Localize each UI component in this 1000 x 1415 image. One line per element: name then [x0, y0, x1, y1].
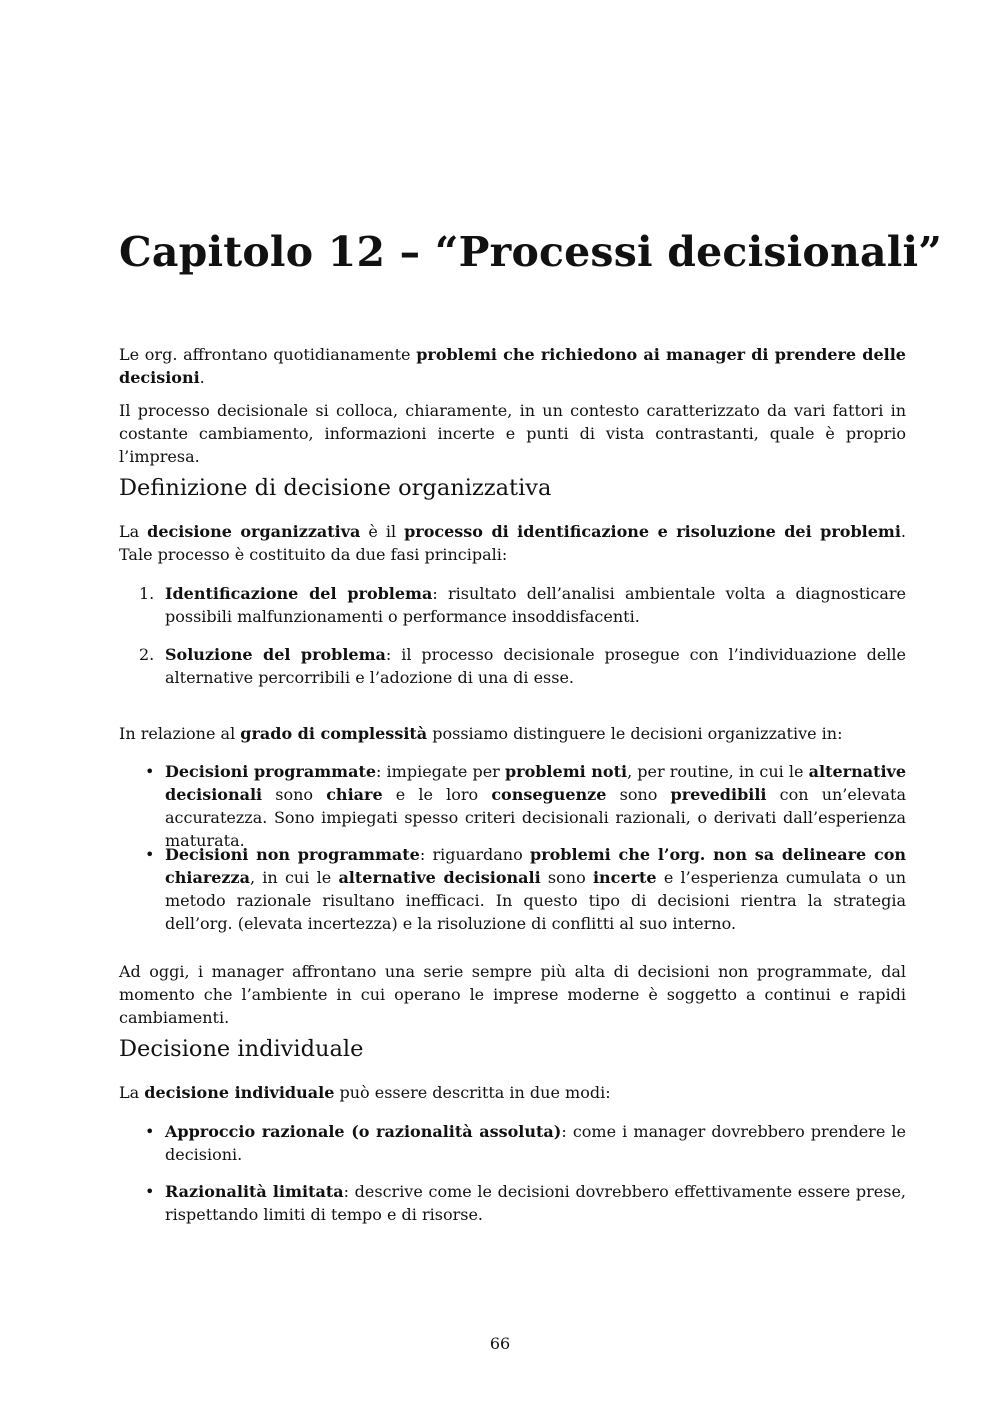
closing-paragraph: Ad oggi, i manager affrontano una serie sempre più alta di decisioni non programmate, dal momento che l’ambiente in cui operano le imprese moderne è soggetto a continui e rapidi cambiamenti. — [119, 962, 906, 1027]
page-number: 66 — [489, 1334, 511, 1353]
chapter-title: Capitolo 12 – “Processi decisionali” — [119, 228, 943, 276]
section-heading-definizione: Definizione di decisione organizzativa — [119, 475, 552, 501]
section2-paragraph: La decisione individuale può essere descritta in due modi: — [119, 1083, 611, 1102]
intro-paragraph-2: Il processo decisionale si colloca, chiaramente, in un contesto caratterizzato da vari fattori in costante cambiamento, informazioni incerte e punti di vista contrastanti, quale è proprio l’impresa. — [119, 401, 906, 466]
complexity-paragraph: In relazione al grado di complessità possiamo distinguere le decisioni organizzative in: — [119, 724, 843, 743]
bullet-icon: • — [145, 1182, 155, 1201]
list-number: 2. — [139, 645, 155, 664]
bullet-icon: • — [145, 845, 155, 864]
bullet-icon: • — [145, 762, 155, 781]
bullet-icon: • — [145, 1122, 155, 1141]
section-heading-decisione-individuale: Decisione individuale — [119, 1036, 364, 1062]
list-number: 1. — [139, 584, 155, 603]
intro-paragraph-1: Le org. affrontano quotidianamente problemi che richiedono ai manager di prendere delle decisioni. — [119, 345, 906, 387]
section1-paragraph: La decisione organizzativa è il processo di identificazione e risoluzione dei problemi. Tale processo è costituito da due fasi principali: — [119, 522, 906, 564]
